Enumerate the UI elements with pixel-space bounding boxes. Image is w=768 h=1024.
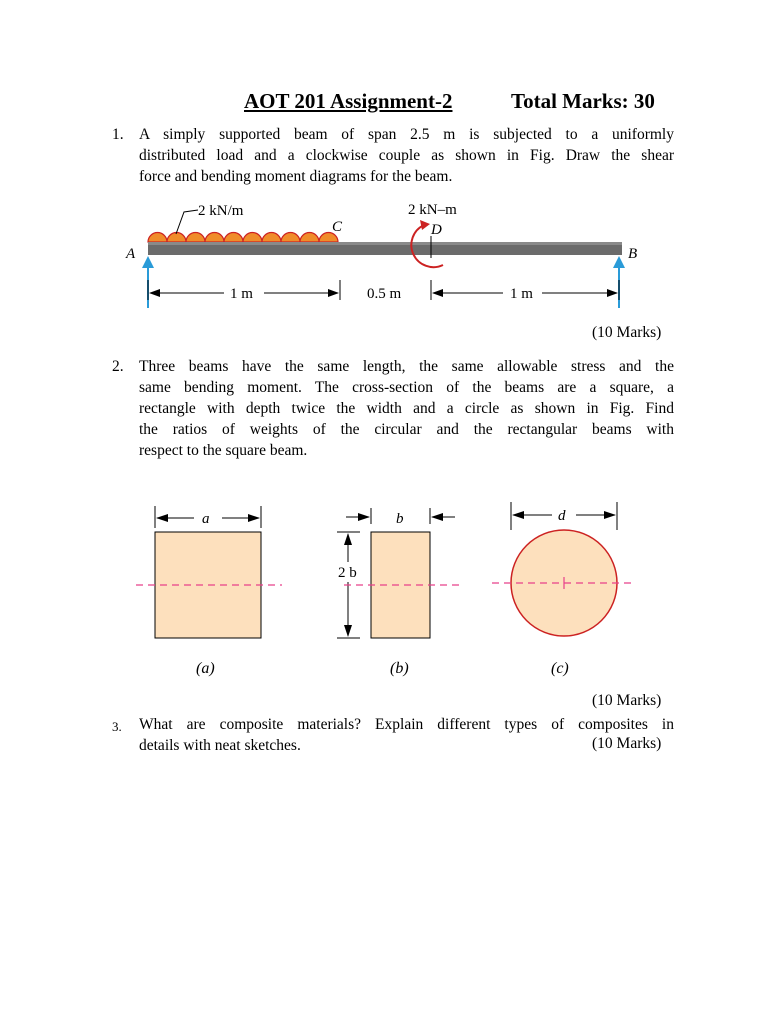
question-line: details with neat sketches. xyxy=(139,737,301,754)
question-line: rectangle with depth twice the width and a circle as shown in Fig. Find xyxy=(139,400,674,417)
couple-label: 2 kN–m xyxy=(408,202,457,218)
marks-label: (10 Marks) xyxy=(592,324,662,341)
dimension-b: b xyxy=(396,511,404,527)
point-c-label: C xyxy=(332,219,343,235)
marks-label: (10 Marks) xyxy=(592,735,662,752)
total-marks: Total Marks: 30 xyxy=(511,89,655,113)
question-line: same bending moment. The cross-section of the beams are a square, a xyxy=(139,379,674,396)
marks-label: (10 Marks) xyxy=(592,692,662,709)
dimension-d: d xyxy=(558,508,566,524)
question-3 xyxy=(112,714,674,756)
page-title xyxy=(244,89,655,114)
cross-section-diagram xyxy=(132,480,642,685)
question-number: 2. xyxy=(112,358,124,375)
question-line: A simply supported beam of span 2.5 m is subjected to a uniformly xyxy=(139,126,674,143)
question-1 xyxy=(112,124,674,187)
assignment-title: AOT 201 Assignment-2 xyxy=(244,89,453,113)
dimension-a: a xyxy=(202,511,210,527)
point-d-label: D xyxy=(431,222,442,238)
question-line: respect to the square beam. xyxy=(139,442,308,459)
question-number: 1. xyxy=(112,126,124,143)
dimension-1: 1 m xyxy=(230,286,253,302)
load-label: 2 kN/m xyxy=(198,203,244,219)
question-number: 3. xyxy=(112,719,122,734)
dimension-2b: 2 b xyxy=(338,565,357,581)
caption-b: (b) xyxy=(390,660,409,677)
question-text xyxy=(139,124,674,187)
point-b-label: B xyxy=(628,246,638,262)
dimension-2: 0.5 m xyxy=(367,286,402,302)
question-line: force and bending moment diagrams for the beam. xyxy=(139,168,453,185)
caption-a: (a) xyxy=(196,660,215,677)
question-text xyxy=(139,356,674,461)
question-line: the ratios of weights of the circular and the rectangular beams with xyxy=(139,421,674,438)
beam-diagram xyxy=(118,196,648,314)
question-line: distributed load and a clockwise couple as shown in Fig. Draw the shear xyxy=(139,147,674,164)
caption-c: (c) xyxy=(551,660,569,677)
point-a-label: A xyxy=(126,246,136,262)
question-line: What are composite materials? Explain different types of composites in xyxy=(139,716,674,733)
dimension-3: 1 m xyxy=(510,286,533,302)
question-line: Three beams have the same length, the same allowable stress and the xyxy=(139,358,674,375)
question-2 xyxy=(112,356,674,461)
